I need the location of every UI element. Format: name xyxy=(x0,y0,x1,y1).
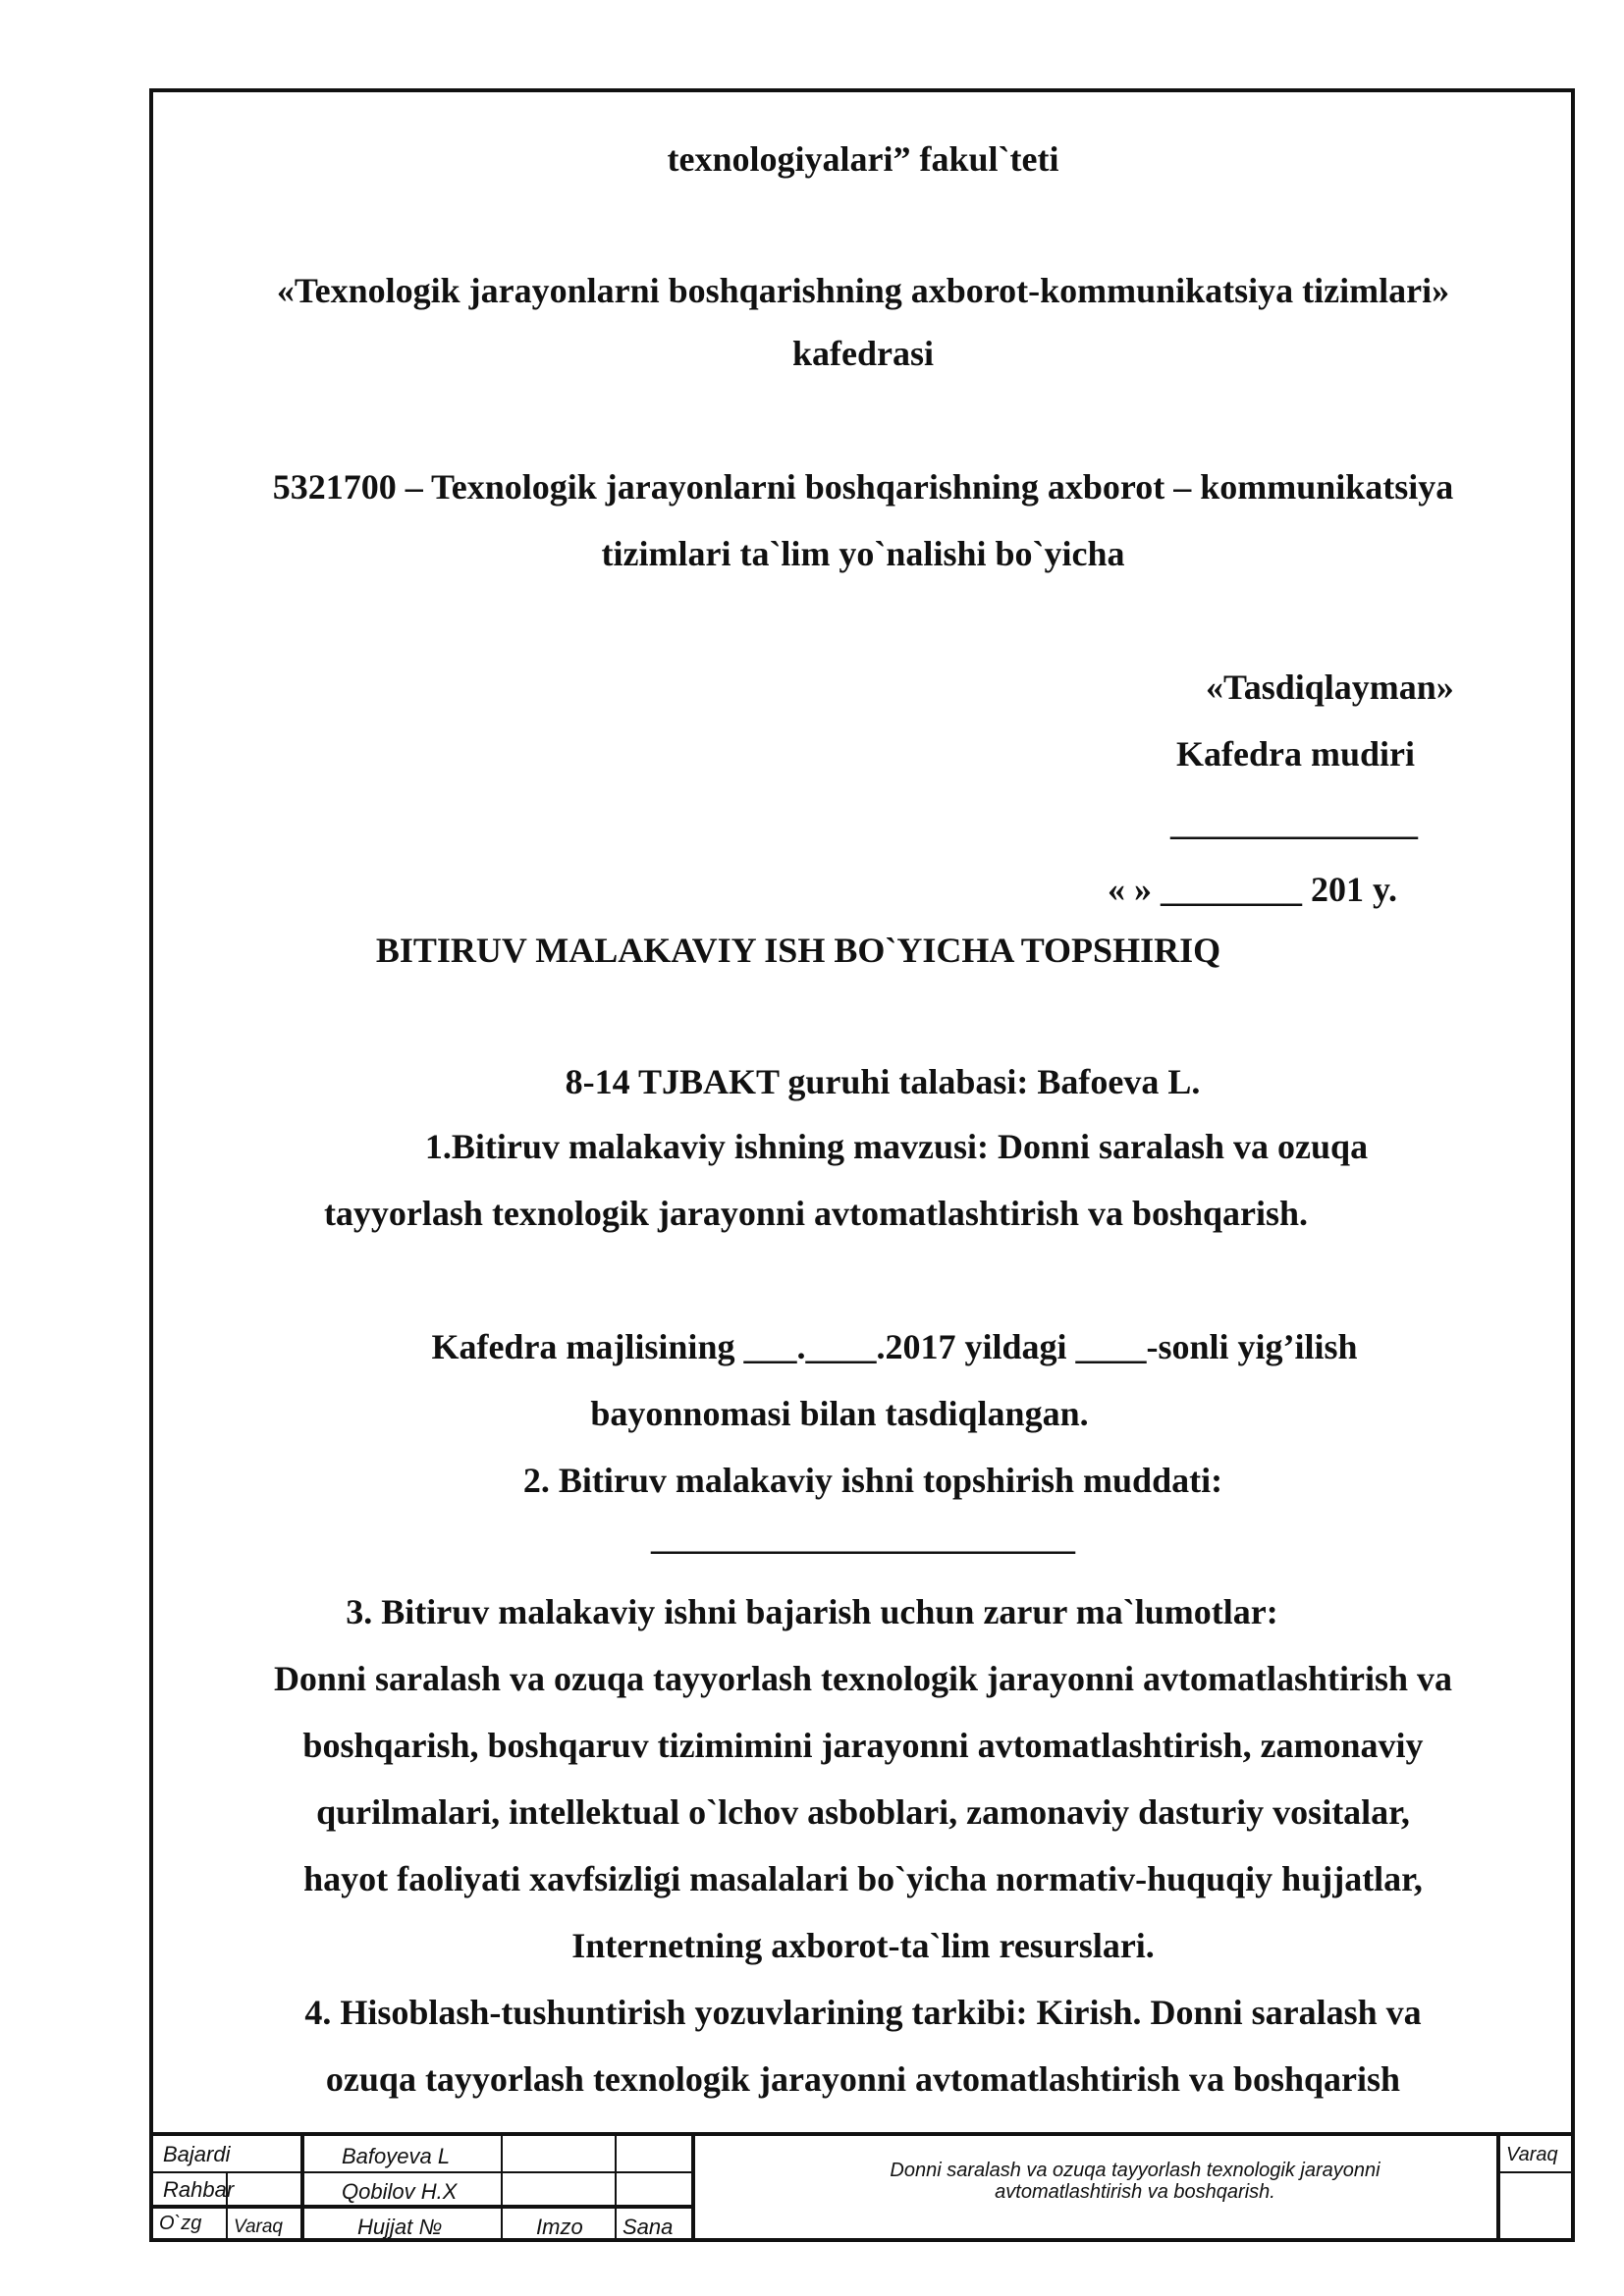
approval-role: Kafedra mudiri xyxy=(1176,734,1415,774)
item2-blank-line: ________________________ xyxy=(651,1518,1075,1557)
stamp-divider xyxy=(615,2136,617,2240)
sheet-label: Varaq xyxy=(1506,2144,1558,2165)
stamp-row-line xyxy=(153,2171,691,2173)
rahbar-label: Rahbar xyxy=(163,2177,235,2202)
item1-line-1: 1.Bitiruv malakaviy ishning mavzusi: Donni saralash va ozuqa xyxy=(424,1127,1369,1166)
approval-date-line: « » ________ 201 y. xyxy=(1108,870,1398,909)
meeting-line-2: bayonnomasi bilan tasdiqlangan. xyxy=(590,1394,1089,1433)
item4-line-1: 4. Hisoblash-tushuntirish yozuvlarining tarkibi: Kirish. Donni saralash va xyxy=(304,1993,1422,2032)
item3-line-1: Donni saralash va ozuqa tayyorlash texnologik jarayonni avtomatlashtirish va xyxy=(273,1659,1453,1698)
stamp-divider xyxy=(226,2207,228,2242)
approval-signature-line: ______________ xyxy=(1170,803,1418,842)
direction-line-1: 5321700 – Texnologik jarayonlarni boshqarishning axborot – kommunikatsiya xyxy=(272,467,1454,507)
document-heading: BITIRUV MALAKAVIY ISH BO`YICHA TOPSHIRIQ xyxy=(375,931,1221,970)
item3-line-2: boshqarish, boshqaruv tizimimini jarayonni avtomatlashtirish, zamonaviy xyxy=(302,1726,1424,1765)
stamp-document-title xyxy=(703,2160,1567,2203)
direction-line-2: tizimlari ta`lim yo`nalishi bo`yicha xyxy=(601,534,1125,573)
stamp-divider xyxy=(691,2136,695,2240)
stamp-divider xyxy=(501,2136,503,2240)
imzo-label: Imzo xyxy=(536,2215,583,2239)
ozg-label: O`zg xyxy=(159,2213,202,2234)
item4-line-2: ozuqa tayyorlash texnologik jarayonni avtomatlashtirish va boshqarish xyxy=(325,2059,1401,2099)
page-frame xyxy=(149,88,1575,2242)
title-block xyxy=(153,2132,1573,2240)
item3-line-3: qurilmalari, intellektual o`lchov asboblari, zamonaviy dasturiy vositalar, xyxy=(316,1792,1410,1832)
rahbar-name: Qobilov H.X xyxy=(342,2179,458,2204)
hujjat-label: Hujjat № xyxy=(357,2215,443,2239)
bajardi-label: Bajardi xyxy=(163,2142,231,2166)
varaq-label: Varaq xyxy=(234,2216,283,2237)
bajardi-name: Bafoyeva L xyxy=(342,2144,451,2168)
item1-line-2: tayyorlash texnologik jarayonni avtomatlashtirish va boshqarish. xyxy=(323,1194,1309,1233)
stamp-title-line-2: avtomatlashtirish va boshqarish. xyxy=(995,2181,1275,2203)
sana-label: Sana xyxy=(623,2215,674,2239)
stamp-divider xyxy=(300,2136,304,2240)
faculty-line: texnologiyalari” fakul`teti xyxy=(667,139,1059,179)
item3-title: 3. Bitiruv malakaviy ishni bajarish uchun zarur ma`lumotlar: xyxy=(346,1592,1278,1631)
item3-line-5: Internetning axborot-ta`lim resurslari. xyxy=(571,1926,1155,1965)
student-line: 8-14 TJBAKT guruhi talabasi: Bafoeva L. xyxy=(565,1062,1201,1101)
stamp-row-line xyxy=(153,2205,691,2209)
meeting-line-1: Kafedra majlisining ___.____.2017 yildagi ____-sonli yig’ilish xyxy=(431,1327,1358,1366)
stamp-title-line-1: Donni saralash va ozuqa tayyorlash texnologik jarayonni xyxy=(890,2160,1380,2181)
item2-line: 2. Bitiruv malakaviy ishni topshirish muddati: xyxy=(522,1461,1223,1500)
department-line-2: kafedrasi xyxy=(792,334,934,373)
department-line-1: «Texnologik jarayonlarni boshqarishning axborot-kommunikatsiya tizimlari» xyxy=(276,271,1450,310)
item3-line-4: hayot faoliyati xavfsizligi masalalari bo`yicha normativ-huquqiy hujjatlar, xyxy=(303,1859,1423,1898)
approval-title: «Tasdiqlayman» xyxy=(1206,667,1454,707)
